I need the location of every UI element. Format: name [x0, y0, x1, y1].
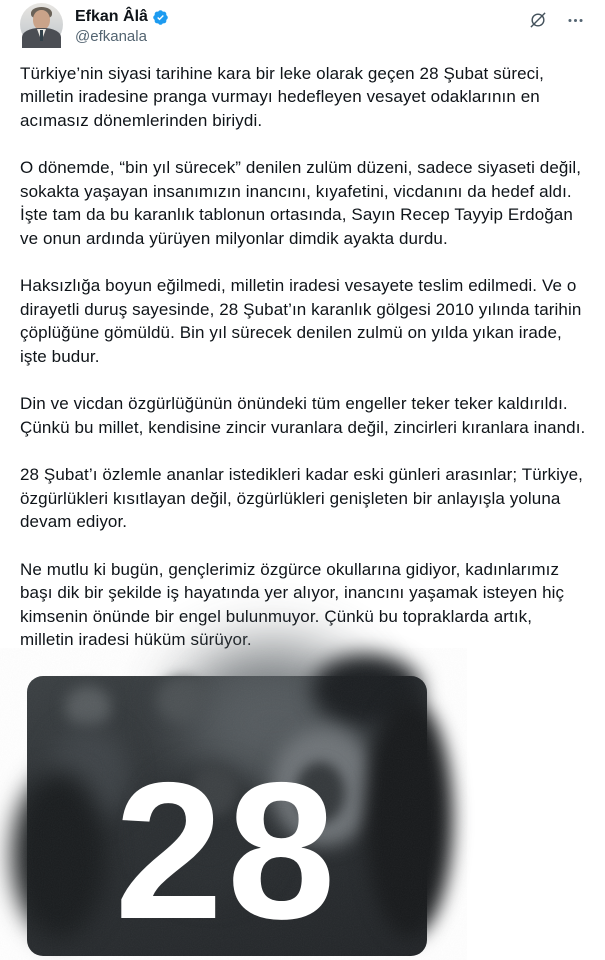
- tweet-paragraph: 28 Şubat’ı özlemle ananlar istedikleri kadar eski günleri arasınlar; Türkiye, özgürlükleri kısıtlayan değil, özgürlükleri genişleten bir anlayışla yoluna devam ediyor.: [20, 465, 583, 532]
- tweet-paragraph: Ne mutlu ki bugün, gençlerimiz özgürce okullarına gidiyor, kadınlarımız başı dik bir şekilde iş hayatında yer alıyor, inancını yaşamak isteyen hiç kimsenin önünde bir engel bulunmuyor. Çünkü bu topraklarda artık, milletin iradesi hüküm sürüyor.: [20, 559, 565, 650]
- tweet-paragraph: O dönemde, “bin yıl sürecek” denilen zulüm düzeni, sadece siyaseti değil, sokakta yaşayan insanımızın inancını, kıyafetini, vicdanını da hedef aldı. İşte tam da bu karanlık tablonun ortasında, Sayın Recep Tayyip Erdoğan ve onun ardında yürüyen milyonlar dimdik ayakta durdu.: [20, 158, 582, 248]
- avatar-tie: [40, 30, 43, 41]
- author-block: [75, 3, 169, 47]
- tweet-media-image[interactable]: [27, 676, 427, 960]
- grok-icon[interactable]: [526, 8, 550, 32]
- verified-icon: [152, 9, 169, 26]
- avatar[interactable]: [20, 3, 63, 46]
- header-actions: [526, 3, 587, 32]
- tweet-paragraph: Haksızlığa boyun eğilmedi, milletin iradesi vesayete teslim edilmedi. Ve o dirayetli duruş sayesinde, 28 Şubat’ın karanlık gölgesi 2010 yılında tarihin çöplüğüne gömüldü. Bin yıl sürecek denilen zulmü on yılda yıkan irade, işte budur.: [20, 276, 582, 366]
- media-overlay-number: 28: [114, 741, 340, 960]
- author-handle[interactable]: @efkanala: [75, 28, 147, 45]
- tweet-paragraph: Türkiye’nin siyasi tarihine kara bir leke olarak geçen 28 Şubat süreci, milletin iradesine pranga vurmayı hedefleyen vesayet odaklarının en acımasız dönemlerinden biriydi.: [20, 63, 544, 130]
- tweet-paragraph: Din ve vicdan özgürlüğünün önündeki tüm engeller teker teker kaldırıldı. Çünkü bu millet, kendisine zincir vuranlara değil, zincirleri kıranlara inandı.: [20, 394, 586, 437]
- tweet-body: [20, 62, 587, 652]
- more-options-icon[interactable]: [564, 9, 587, 32]
- tweet-header: [20, 3, 587, 47]
- author-name[interactable]: Efkan Âlâ: [75, 8, 148, 25]
- avatar-face: [33, 10, 50, 30]
